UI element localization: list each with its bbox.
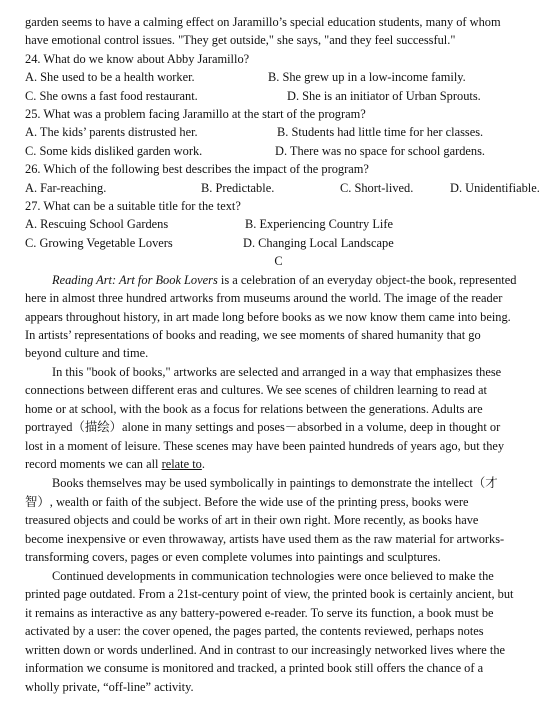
option-row (25, 142, 550, 160)
option-row (25, 87, 550, 105)
option-a: A. Rescuing School Gardens (25, 217, 169, 231)
paragraph-line: activated by a user: the cover opened, the pages parted, the contents reviewed, perhaps notes (25, 624, 484, 638)
book-title: Reading Art: Art for Book Lovers (52, 273, 218, 287)
option-b: B. Students had little time for her classes. (277, 125, 484, 139)
underlined-phrase: relate to (161, 457, 202, 471)
paragraph-line: written down or words underlined. And in contrast to our increasingly networked lives where the (25, 643, 506, 657)
option-c: C. Some kids disliked garden work. (25, 144, 203, 158)
paragraph-line: wholly private, “off-line” activity. (25, 680, 194, 694)
paragraph-line: Reading Art: Art for Book Lovers is a celebration of an everyday object-the book, represented (52, 273, 517, 287)
question-stem-26: 26. Which of the following best describes the impact of the program? (25, 162, 369, 176)
option-c: C. Short-lived. (340, 181, 414, 195)
paragraph-line: transforming covers, pages or even complete volumes into paintings and sculptures. (25, 550, 441, 564)
option-d: D. Unidentifiable. (450, 181, 540, 195)
option-d: D. Changing Local Landscape (243, 236, 394, 250)
option-d: D. She is an initiator of Urban Sprouts. (287, 89, 481, 103)
paragraph-line: information we consume is monitored and tracked, a printed book still offers the chance of a (25, 661, 484, 675)
question-stem-24: 24. What do we know about Abby Jaramillo? (25, 52, 250, 66)
option-row (25, 215, 550, 233)
paragraph-line: beyond culture and time. (25, 346, 149, 360)
option-row (25, 123, 550, 141)
paragraph-line: it remains as interactive as any battery-powered e-reader. To serve its function, a book must be (25, 606, 494, 620)
paragraph-line: Continued developments in communication technologies were once believed to make the (52, 569, 494, 583)
section-letter: C (274, 254, 283, 268)
paragraph-line: record moments we can all relate to. (25, 457, 205, 471)
text-line: garden seems to have a calming effect on Jaramillo’s special education students, many of whom (25, 15, 501, 29)
paragraph-line: home or at school, with the book as a focus for relations between the generations. Adults are (25, 402, 483, 416)
paragraph-line: lost in a moment of leisure. These scenes may have been painted hundreds of years ago, but they (25, 439, 505, 453)
question-stem-25: 25. What was a problem facing Jaramillo at the start of the program? (25, 107, 366, 121)
question-stem-27: 27. What can be a suitable title for the text? (25, 199, 241, 213)
option-row (25, 179, 550, 197)
paragraph-line: 智）, wealth or faith of the subject. Before the wide use of the printing press, books were (25, 495, 469, 509)
paragraph-line: In this "book of books," artworks are selected and arranged in a way that emphasizes these (52, 365, 502, 379)
paragraph-line: printed page outdated. From a 21st-century point of view, the printed book is certainly ancient, but (25, 587, 514, 601)
paragraph-line: appears throughout history, in art made long before books as we now know them came into being. (25, 310, 511, 324)
option-row (25, 234, 550, 252)
paragraph-line: here in almost three hundred artworks from museums around the world. The image of the reader (25, 291, 503, 305)
paragraph-line: treasured objects and could be works of art in their own right. More recently, as books have (25, 513, 479, 527)
paragraph-line: In artists’ representations of books and reading, we see moments of shared humanity that go (25, 328, 481, 342)
paragraph-line: connections between different eras and cultures. We see scenes of children learning to read at (25, 383, 487, 397)
paragraph-line: portrayed（描绘）alone in many settings and poses－absorbed in a volume, deep in thought or (25, 420, 501, 434)
option-a: A. Far-reaching. (25, 181, 107, 195)
option-a: A. The kids’ parents distrusted her. (25, 125, 198, 139)
paragraph-line: become inexpensive or even throwaway, artists have used them as the raw material for artworks- (25, 532, 505, 546)
option-c: C. Growing Vegetable Lovers (25, 236, 173, 250)
option-a: A. She used to be a health worker. (25, 70, 195, 84)
text-line: have emotional control issues. "They get outside," she says, "and they feel successful." (25, 33, 456, 47)
option-b: B. She grew up in a low-income family. (268, 70, 466, 84)
paragraph-line: Books themselves may be used symbolically in paintings to demonstrate the intellect（才 (52, 476, 498, 490)
option-b: B. Predictable. (201, 181, 275, 195)
option-b: B. Experiencing Country Life (245, 217, 393, 231)
option-c: C. She owns a fast food restaurant. (25, 89, 198, 103)
option-row (25, 68, 550, 86)
option-d: D. There was no space for school gardens. (275, 144, 485, 158)
